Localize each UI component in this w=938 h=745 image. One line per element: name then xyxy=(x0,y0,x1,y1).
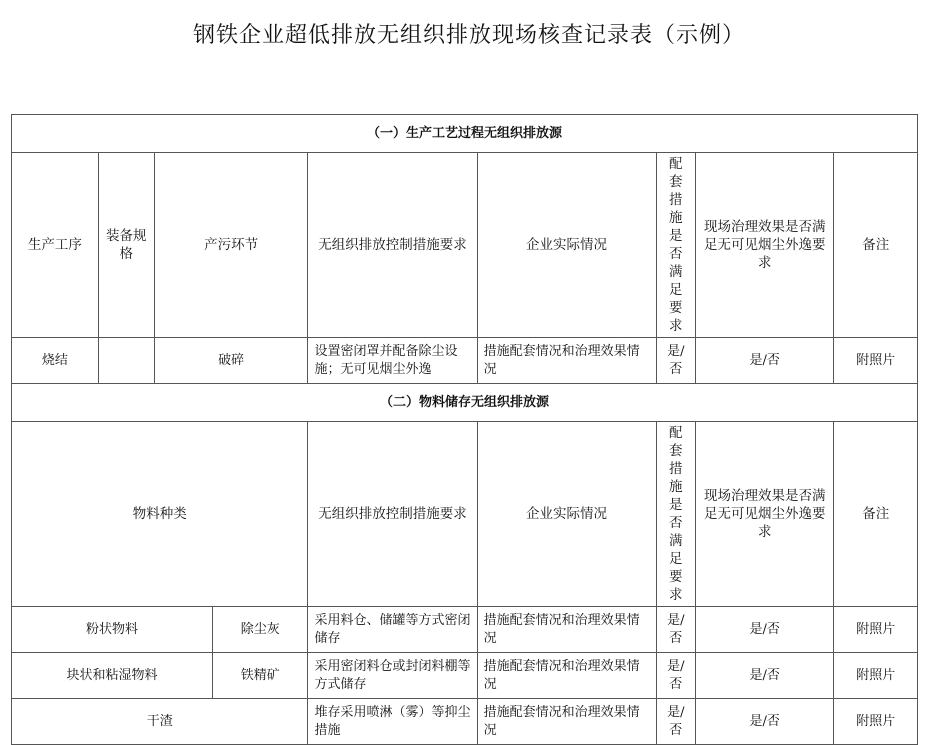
header-meets: 配套措施是否满足要求 xyxy=(656,153,696,338)
cell-meets: 是/否 xyxy=(656,607,696,653)
header-effect-2: 现场治理效果是否满足无可见烟尘外逸要求 xyxy=(696,422,834,607)
cell-meets: 是/否 xyxy=(656,699,696,745)
cell-meets: 是/否 xyxy=(656,653,696,699)
table-row xyxy=(12,607,918,653)
inspection-table xyxy=(11,114,918,745)
cell-requirement: 设置密闭罩并配备除尘设施；无可见烟尘外逸 xyxy=(308,338,477,384)
cell-requirement: 采用密闭料仓或封闭料棚等方式储存 xyxy=(308,653,477,699)
header-effect: 现场治理效果是否满足无可见烟尘外逸要求 xyxy=(696,153,834,338)
header-note-2: 备注 xyxy=(834,422,918,607)
cell-actual: 措施配套情况和治理效果情况 xyxy=(477,338,656,384)
header-note: 备注 xyxy=(834,153,918,338)
header-material: 物料种类 xyxy=(12,422,308,607)
section1-heading: （一）生产工艺过程无组织排放源 xyxy=(12,115,918,153)
section2-heading: （二）物料储存无组织排放源 xyxy=(12,384,918,422)
cell-effect: 是/否 xyxy=(696,607,834,653)
cell-process: 烧结 xyxy=(12,338,99,384)
cell-effect: 是/否 xyxy=(696,653,834,699)
page-title: 钢铁企业超低排放无组织排放现场核查记录表（示例） xyxy=(192,23,745,48)
header-process: 生产工序 xyxy=(12,153,99,338)
header-actual-2: 企业实际情况 xyxy=(477,422,656,607)
table-row xyxy=(12,699,918,745)
header-requirement: 无组织排放控制措施要求 xyxy=(308,153,477,338)
header-stage: 产污环节 xyxy=(154,153,308,338)
cell-actual: 措施配套情况和治理效果情况 xyxy=(477,699,656,745)
cell-requirement: 采用料仓、储罐等方式密闭储存 xyxy=(308,607,477,653)
table-row xyxy=(12,338,918,384)
cell-note: 附照片 xyxy=(834,607,918,653)
header-meets-2: 配套措施是否满足要求 xyxy=(656,422,696,607)
cell-effect: 是/否 xyxy=(696,699,834,745)
cell-actual: 措施配套情况和治理效果情况 xyxy=(477,653,656,699)
cell-stage: 破碎 xyxy=(154,338,308,384)
cell-material-name: 除尘灰 xyxy=(212,607,308,653)
cell-material-type: 干渣 xyxy=(12,699,308,745)
header-equipment: 装备规格 xyxy=(98,153,154,338)
cell-material-type: 块状和粘湿物料 xyxy=(12,653,213,699)
header-actual: 企业实际情况 xyxy=(477,153,656,338)
cell-note: 附照片 xyxy=(834,653,918,699)
header-requirement-2: 无组织排放控制措施要求 xyxy=(308,422,477,607)
cell-note: 附照片 xyxy=(834,699,918,745)
table-row xyxy=(12,653,918,699)
cell-requirement: 堆存采用喷淋（雾）等抑尘措施 xyxy=(308,699,477,745)
cell-note: 附照片 xyxy=(834,338,918,384)
cell-actual: 措施配套情况和治理效果情况 xyxy=(477,607,656,653)
cell-meets: 是/否 xyxy=(656,338,696,384)
cell-effect: 是/否 xyxy=(696,338,834,384)
cell-material-name: 铁精矿 xyxy=(212,653,308,699)
cell-equipment xyxy=(98,338,154,384)
cell-material-type: 粉状物料 xyxy=(12,607,213,653)
